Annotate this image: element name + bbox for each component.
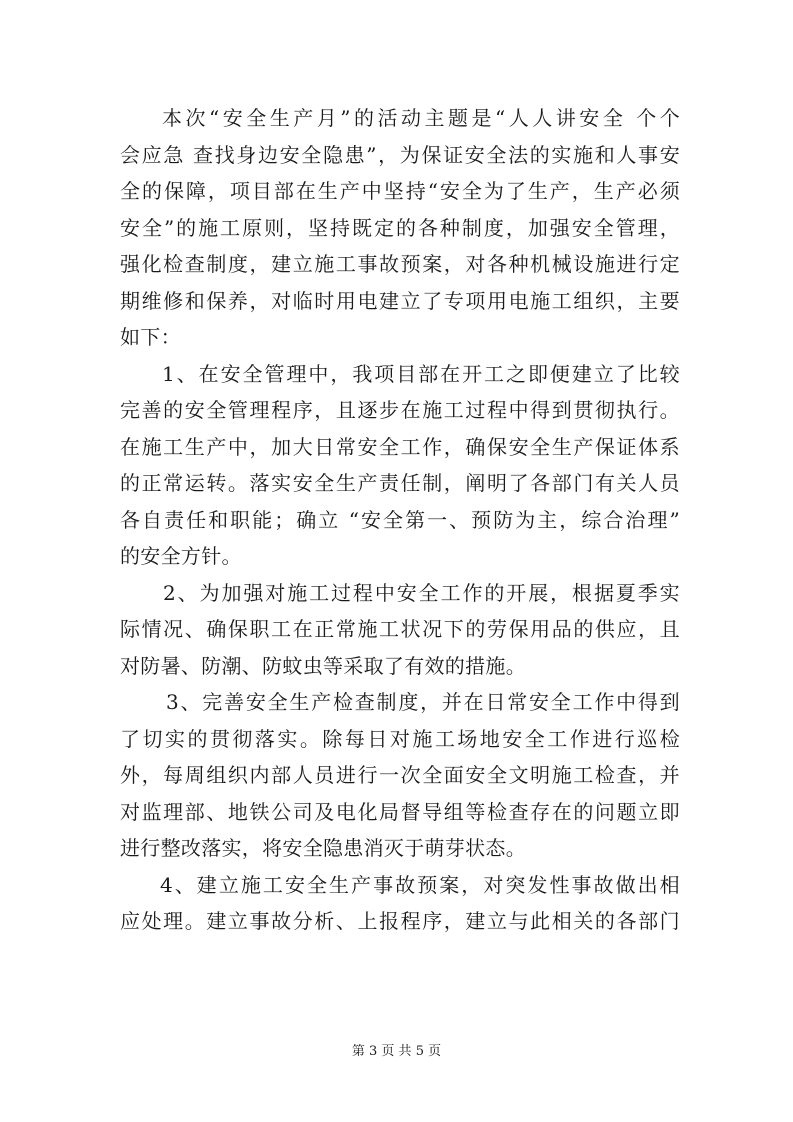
text-line: 的安全方针。 <box>120 544 242 568</box>
text-line: 3、完善安全生产检查制度，并在日常安全工作中得到 <box>166 690 680 714</box>
text-line: 1、在安全管理中，我项目部在开工之即便建立了比较 <box>162 361 680 386</box>
text-line: 外，每周组织内部人员进行一次全面安全文明施工检查，并 <box>120 763 680 787</box>
text-line: 应处理。建立事故分析、上报程序，建立与此相关的各部门 <box>120 909 680 933</box>
text-line: 会应急 查找身边安全隐患”，为保证安全法的实施和人事安 <box>120 142 680 167</box>
page-footer: 第 3 页 共 5 页 <box>351 1044 442 1059</box>
text-line: 各自责任和职能；确立 “安全第一、预防为主，综合治理” <box>120 507 680 532</box>
text-line: 进行整改落实，将安全隐患消灭于萌芽状态。 <box>120 836 526 860</box>
text-line: 安全”的施工原则，坚持既定的各种制度，加强安全管理， <box>120 215 680 240</box>
text-line: 4、建立施工安全生产事故预案，对突发性事故做出相 <box>160 872 680 897</box>
paragraph-intro <box>120 100 680 356</box>
paragraph-item-1 <box>120 356 680 575</box>
paragraph-item-3 <box>120 684 680 867</box>
text-line: 对防暑、防潮、防蚊虫等采取了有效的措施。 <box>120 653 526 678</box>
paragraph-item-4 <box>120 867 680 940</box>
text-line: 了切实的贯彻落实。除每日对施工场地安全工作进行巡检 <box>120 726 680 751</box>
text-line: 强化检查制度，建立施工事故预案，对各种机械设施进行定 <box>120 252 680 276</box>
text-line: 本次“安全生产月”的活动主题是“人人讲安全 个个 <box>162 106 680 130</box>
text-line: 全的保障，项目部在生产中坚持“安全为了生产，生产必须 <box>120 179 680 203</box>
text-line: 2、为加强对施工过程中安全工作的开展，根据夏季实 <box>163 580 680 605</box>
text-line: 的正常运转。落实安全生产责任制，阐明了各部门有关人员 <box>120 471 680 495</box>
text-line: 期维修和保养，对临时用电建立了专项用电施工组织，主要 <box>120 288 680 313</box>
text-line: 际情况、确保职工在正常施工状况下的劳保用品的供应，且 <box>120 617 680 641</box>
text-line: 在施工生产中，加大日常安全工作，确保安全生产保证体系 <box>120 434 680 459</box>
text-line: 如下： <box>120 325 181 349</box>
text-line: 完善的安全管理程序，且逐步在施工过程中得到贯彻执行。 <box>120 398 680 422</box>
text-line: 对监理部、地铁公司及电化局督导组等检查存在的问题立即 <box>120 799 680 824</box>
document-body <box>120 100 680 940</box>
paragraph-item-2 <box>120 575 680 685</box>
